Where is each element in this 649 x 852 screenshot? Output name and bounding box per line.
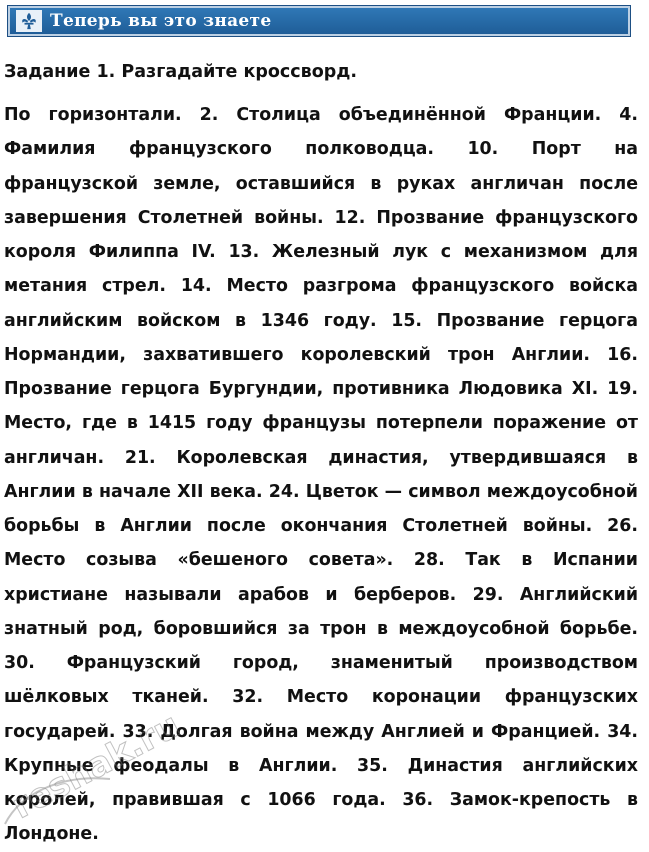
banner-title: Теперь вы это знаете (50, 11, 272, 31)
crossword-clues-text: По горизонтали. 2. Столица объединённой Франции. 4. Фамилия французского полководца. 10. Порт на французской земле, оставшийся в руках англичан после завершения Столетней войны. 12. Прозвание французского короля Филиппа IV. 13. Железный лук с механизмом для метания стрел. 14. Место разгрома французского войска английским войском в 1346 году. 15. Прозвание герцога Нормандии, захватившего королевский трон Англии. 16. Прозвание герцога Бургундии, противника Людовика XI. 19. Место, где в 1415 году французы потерпели поражение от англичан. 21. Королевская династия, утвердившаяся в Англии в начале XII века. 24. Цветок — символ междоусобной борьбы в Англии после окончания Столетней войны. 26. Место созыва «бешеного совета». 28. Так в Испании христиане называли арабов и берберов. 29. Английский знатный род, боровшийся за трон в междоусобной борьбе. 30. Французский город, знаменитый производством шёлковых тканей. 32. Место коронации французских государей. 33. Долгая война между Англией и Францией. 34. Крупные феодалы в Англии. 35. Династия английских королей, правившая с 1066 года. 36. Замок-крепость в Лондоне. (4, 105, 638, 845)
task-title: Задание 1. Разгадайте кроссворд. (4, 62, 358, 82)
watermark-text: reshak.ru (5, 705, 187, 827)
banner-icon-box (16, 10, 42, 32)
section-banner (8, 6, 630, 36)
fleur-de-lis-icon (20, 12, 38, 30)
